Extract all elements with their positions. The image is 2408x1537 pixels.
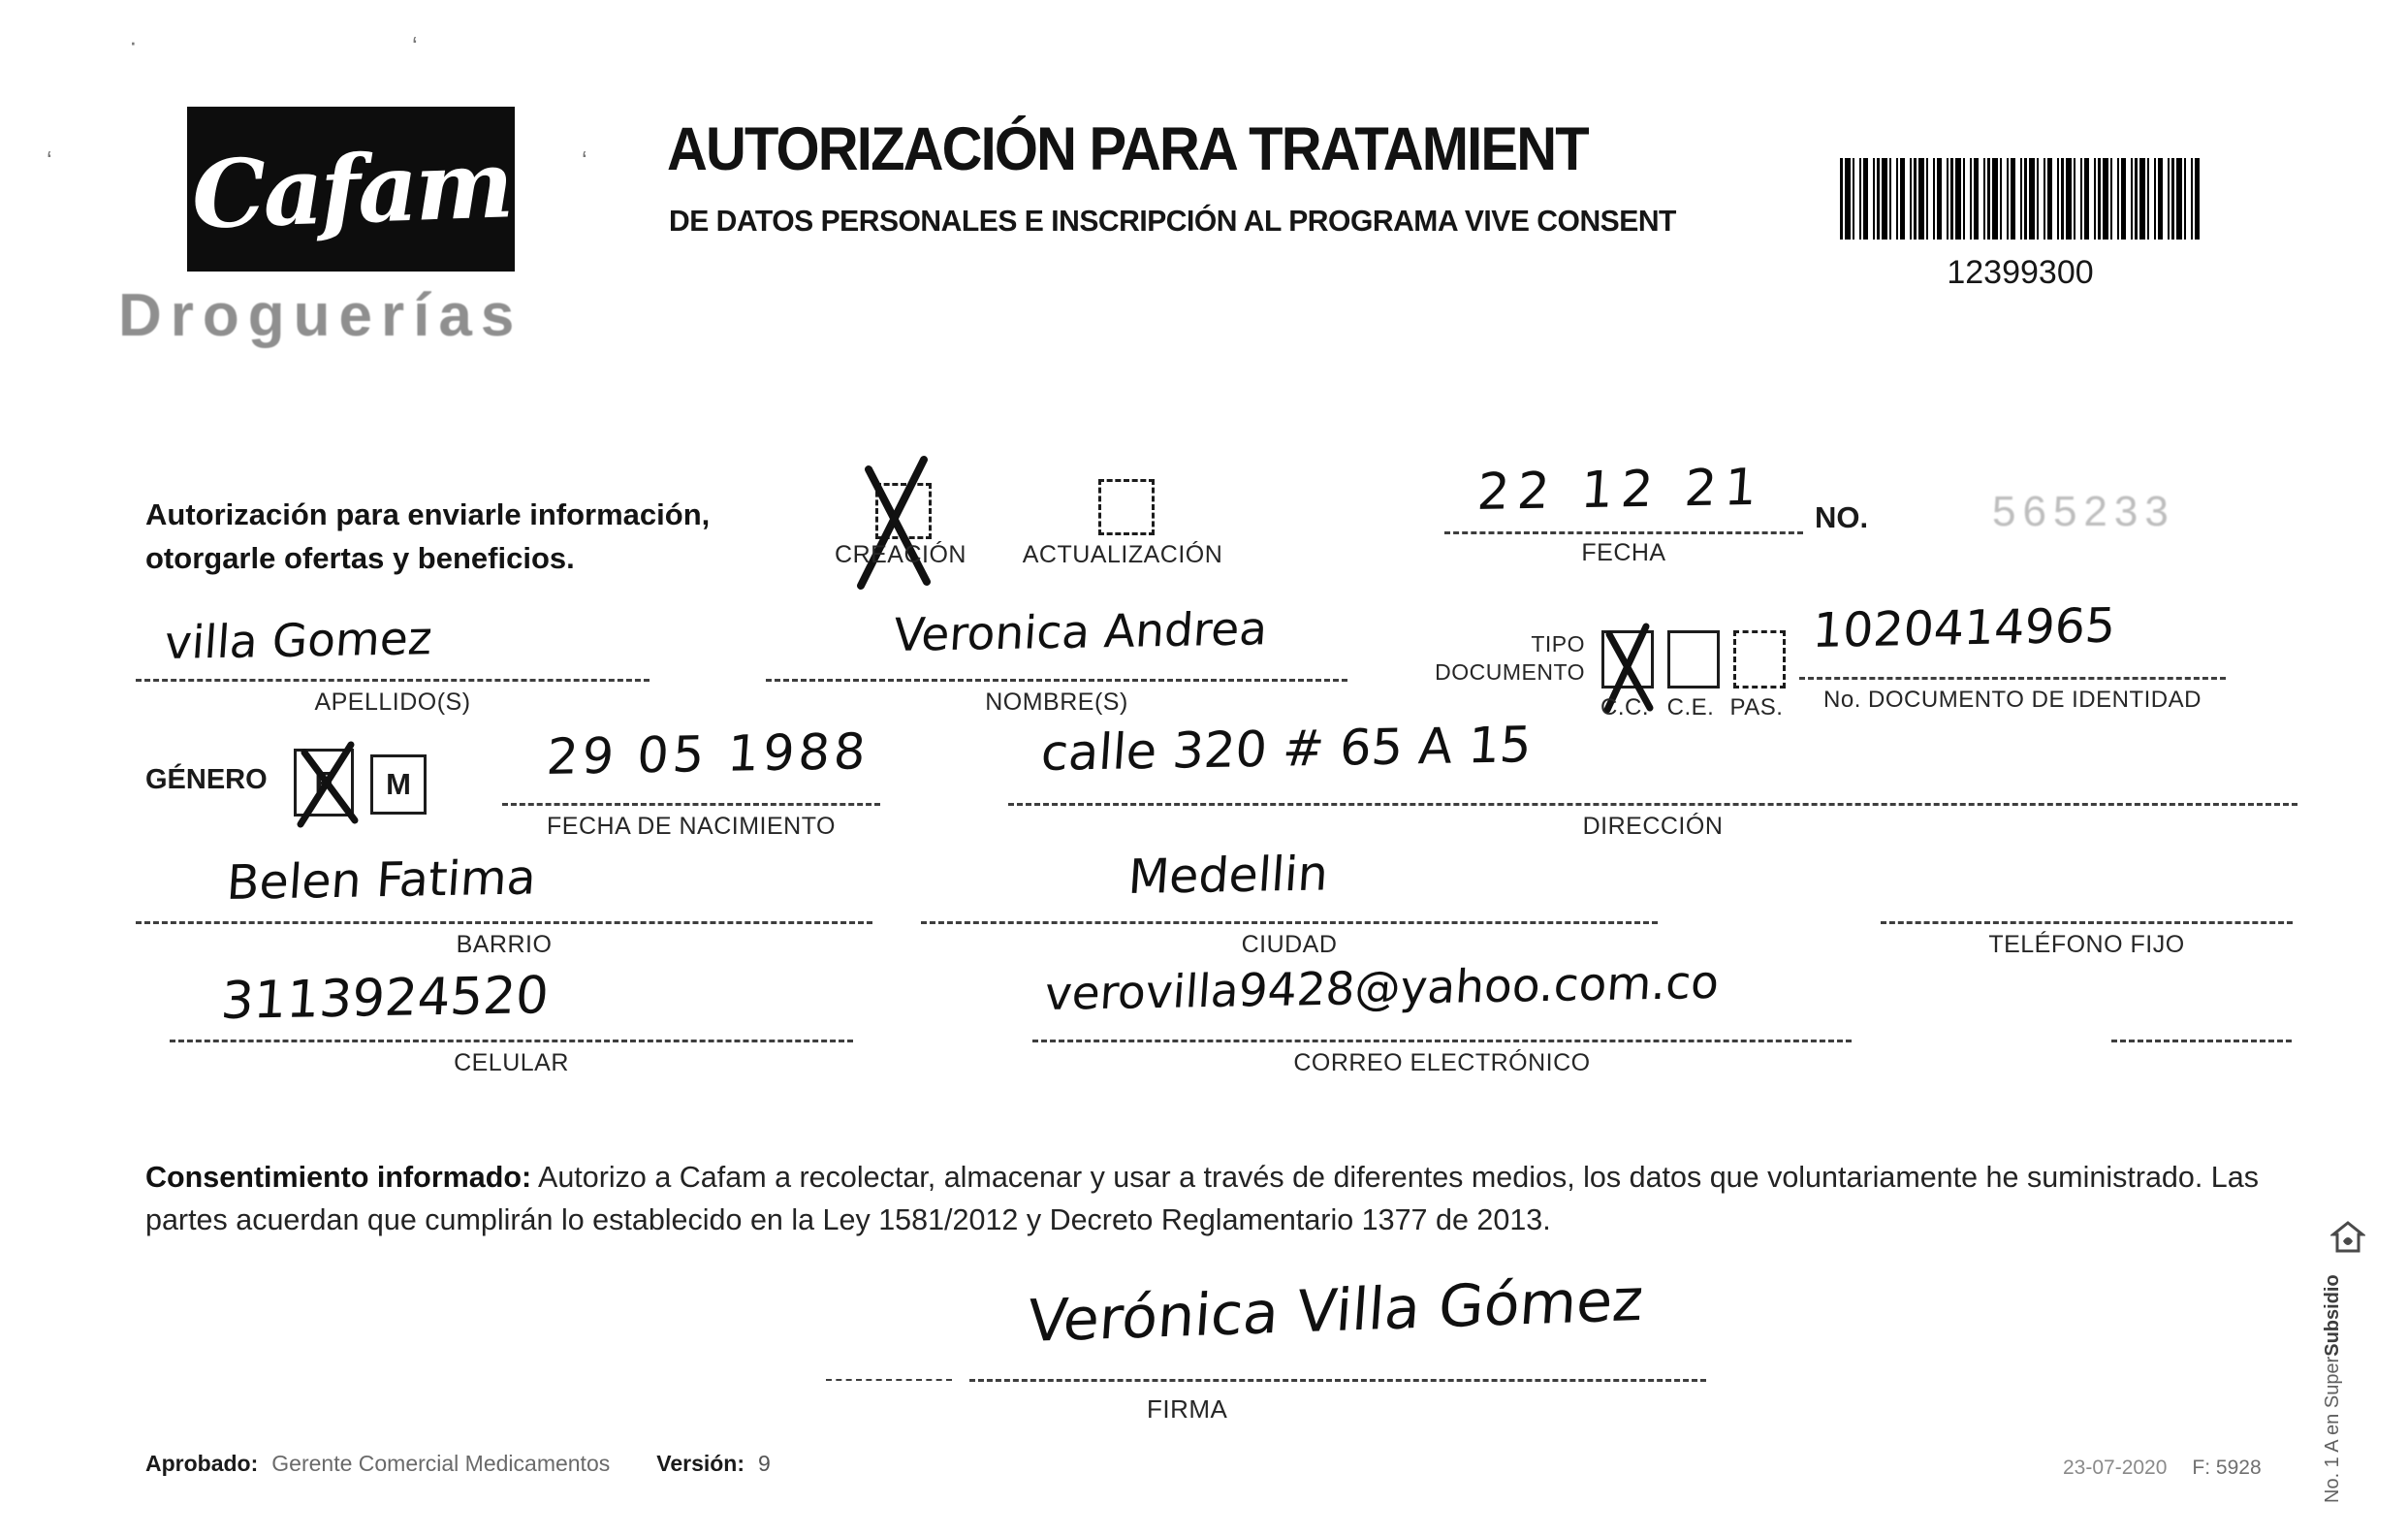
barrio-label: BARRIO [456,931,553,958]
footer-date: 23-07-2020 [2063,1457,2168,1479]
scan-artifact: ‘ [412,31,418,60]
cc-label: C.C. [1600,694,1649,720]
fecha-handwritten-value: 22 12 21 [1475,458,1767,522]
footer-approval [145,1451,771,1477]
fecha-nacimiento-handwritten-value: 29 05 1988 [545,723,871,786]
document-subtitle: DE DATOS PERSONALES E INSCRIPCIÓN AL PROGRAMA VIVE CONSENT [669,204,1676,238]
scan-artifact: · [129,27,138,56]
barrio-handwritten-value: Belen Fatima [225,849,538,911]
fecha-nacimiento-label: FECHA DE NACIMIENTO [547,813,836,840]
scan-artifact: ‘ [47,145,52,175]
ciudad-handwritten-value: Medellin [1126,846,1330,905]
direccion-line [1008,803,2297,806]
genero-f-letter: F [314,765,333,799]
consent-label: Consentimiento informado: [145,1161,532,1194]
aprobado-label: Aprobado: [145,1451,259,1476]
celular-line [170,1040,853,1042]
cafam-logo-text: Cafam [189,128,513,250]
genero-label: GÉNERO [145,764,268,795]
aprobado-value: Gerente Comercial Medicamentos [271,1451,611,1476]
direccion-handwritten-value: calle 320 # 65 A 15 [1039,717,1534,783]
version-value: 9 [758,1451,771,1476]
genero-m-checkbox [370,754,427,815]
intro-text-line1: Autorización para enviarle información, [145,497,711,531]
nombres-line [766,679,1347,682]
intro-text-line2: otorgarle ofertas y beneficios. [145,541,575,575]
ce-label: C.E. [1666,694,1715,720]
consent-paragraph [145,1156,2283,1241]
apellidos-line [136,679,650,682]
pas-checkbox [1733,630,1786,688]
barcode-number: 12399300 [1947,254,2094,291]
side-note-bold: Subsidio [2322,1274,2343,1357]
fecha-label: FECHA [1581,539,1666,566]
barcode [1840,158,2201,240]
genero-m-letter: M [386,767,411,801]
firma-label: FIRMA [1147,1394,1228,1424]
nombres-handwritten-value: Veronica Andrea [892,602,1270,662]
footer-meta [2063,1457,2262,1480]
documento-line [1799,677,2226,680]
no-label: NO. [1815,500,1869,534]
apellidos-handwritten-value: villa Gomez [163,612,434,670]
creacion-checkbox [875,483,932,539]
scan-artifact: ‘ [582,145,587,175]
tipo-documento-label: TIPO DOCUMENTO [1435,631,1585,685]
actualizacion-label: ACTUALIZACIÓN [1022,541,1223,568]
documento-label: No. DOCUMENTO DE IDENTIDAD [1823,687,2202,713]
cc-checkbox [1601,630,1654,688]
telefono-fijo-line [1881,921,2293,924]
correo-label: CORREO ELECTRÓNICO [1293,1049,1591,1076]
firma-line-left [826,1379,952,1381]
droguerias-wordmark: Droguerías [118,282,523,349]
side-note-vertical [2322,1261,2344,1503]
no-stamped-value: 565233 [1992,488,2175,535]
nombres-label: NOMBRE(S) [985,688,1128,716]
house-icon [2330,1220,2365,1255]
documento-handwritten-value: 1020414965 [1811,597,2118,658]
side-note-light: No. 1 A en Super [2322,1356,2343,1503]
pas-label: PAS. [1729,694,1784,720]
cafam-logo [187,107,515,272]
telefono-fijo-label: TELÉFONO FIJO [1988,931,2185,958]
celular-label: CELULAR [454,1049,569,1076]
footer-form-code: F: 5928 [2192,1457,2262,1479]
fecha-line [1444,531,1803,534]
barrio-line [136,921,872,924]
document-title: AUTORIZACIÓN PARA TRATAMIENT [667,115,1588,183]
correo-line-extra [2111,1040,2292,1042]
celular-handwritten-value: 3113924520 [219,966,551,1031]
ce-checkbox [1667,630,1720,688]
ciudad-line [921,921,1658,924]
apellidos-label: APELLIDO(S) [314,688,471,716]
genero-f-checkbox [294,749,354,817]
correo-handwritten-value: verovilla9428@yahoo.com.co [1043,955,1721,1021]
ciudad-label: CIUDAD [1241,931,1338,958]
fecha-nacimiento-line [502,803,880,806]
consent-text: Autorizo a Cafam a recolectar, almacenar y usar a través de diferentes medios, los datos que voluntariamente he suministrado. Las partes acuerdan que cumplirán lo establecido en la Ley 1581/2012 y Decreto Reglamentario 1377 de 2013. [145,1161,2259,1237]
version-label: Versión: [656,1451,745,1476]
firma-line [969,1379,1706,1382]
correo-line [1032,1040,1852,1042]
direccion-label: DIRECCIÓN [1582,813,1724,840]
creacion-label: CREACIÓN [835,541,966,568]
actualizacion-checkbox [1098,479,1155,535]
firma-handwritten-value: Verónica Villa Gómez [1026,1265,1646,1356]
